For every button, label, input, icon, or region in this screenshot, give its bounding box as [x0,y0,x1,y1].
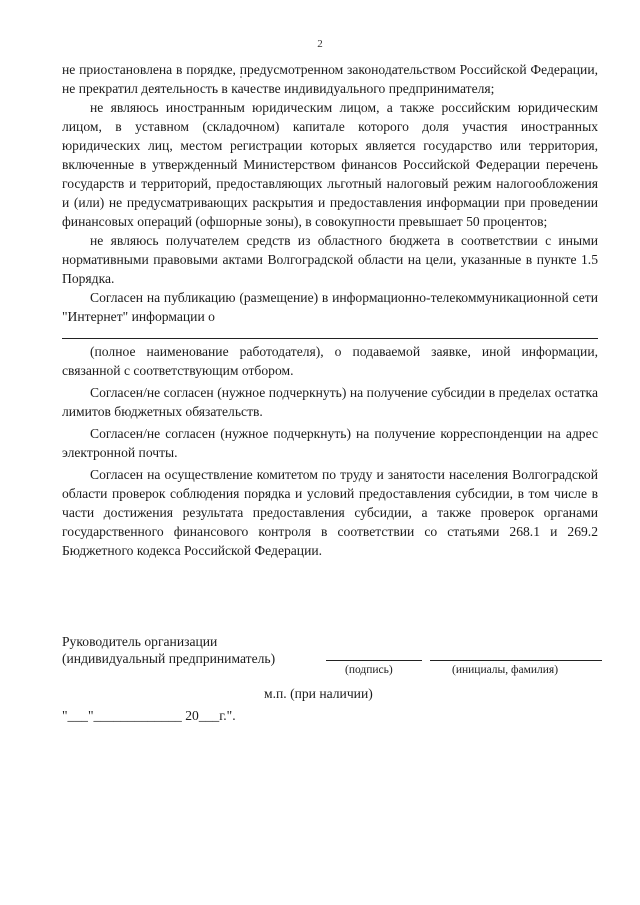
page-number: 2 [317,38,323,50]
signature-role-line1: Руководитель организации [62,634,218,649]
paragraph-subsidy-consent: Согласен/не согласен (нужное подчеркнуть) на получение субсидии в пределах остатка лимитов бюджетных обязательств. [62,385,598,419]
signature-role-line2: (индивидуальный предприниматель) [62,651,276,666]
paragraph-employer-name-note: (полное наименование работодателя), о подаваемой заявке, иной информации, связанной с соответствующим отбором. [62,344,598,378]
employer-name-blank-line [62,326,598,339]
signature-lines [326,660,602,661]
signature-role [62,633,602,667]
paragraph-not-foreign-entity: не являюсь иностранным юридическим лицом, а также российским юридическим лицом, в уставном (складочном) капитале которого доля участия иностранных юридических лиц, местом регистрации которых является государство или территория, включенные в утвержденный Министерством финансов Российской Федерации перечень государств и территорий, предоставляющих льготный налоговый режим налогообложения и (или) не предусматривающих раскрытия и предоставления информации при проведении финансовых операций (офшорные зоны), в совокупности превышает 50 процентов; [62,100,598,229]
stamp-note: м.п. (при наличии) [264,686,373,701]
paragraph-publication-consent: Согласен на публикацию (размещение) в информационно-телекоммуникационной сети "Интернет" информации о [62,290,598,324]
date-line: "___"_____________ 20___г.". [62,708,236,723]
signature-caption: (подпись) [345,664,393,676]
document-body [62,60,598,560]
paragraph-email-consent: Согласен/не согласен (нужное подчеркнуть) на получение корреспонденции на адрес электронной почты. [62,426,598,460]
paragraph-not-budget-recipient: не являюсь получателем средств из областного бюджета в соответствии с иными нормативными правовыми актами Волгоградской области на цели, указанные в пункте 1.5 Порядка. [62,233,598,286]
paragraph-inspection-consent: Согласен на осуществление комитетом по труду и занятости населения Волгоградской области проверок соблюдения порядка и условий предоставления субсидии, в том числе в части достижения результата предоставления субсидии, а также проверок органами государственного финансового контроля в соответствии со статьями 268.1 и 269.2 Бюджетного кодекса Российской Федерации. [62,467,598,558]
paragraph-not-suspended: не приостановлена в порядке, предусмотренном законодательством Российской Федерации, не прекратил деятельность в качестве индивидуального предпринимателя; [62,62,598,96]
name-blank-line [430,660,602,661]
signature-blank-line [326,660,422,661]
name-caption: (инициалы, фамилия) [452,664,559,676]
